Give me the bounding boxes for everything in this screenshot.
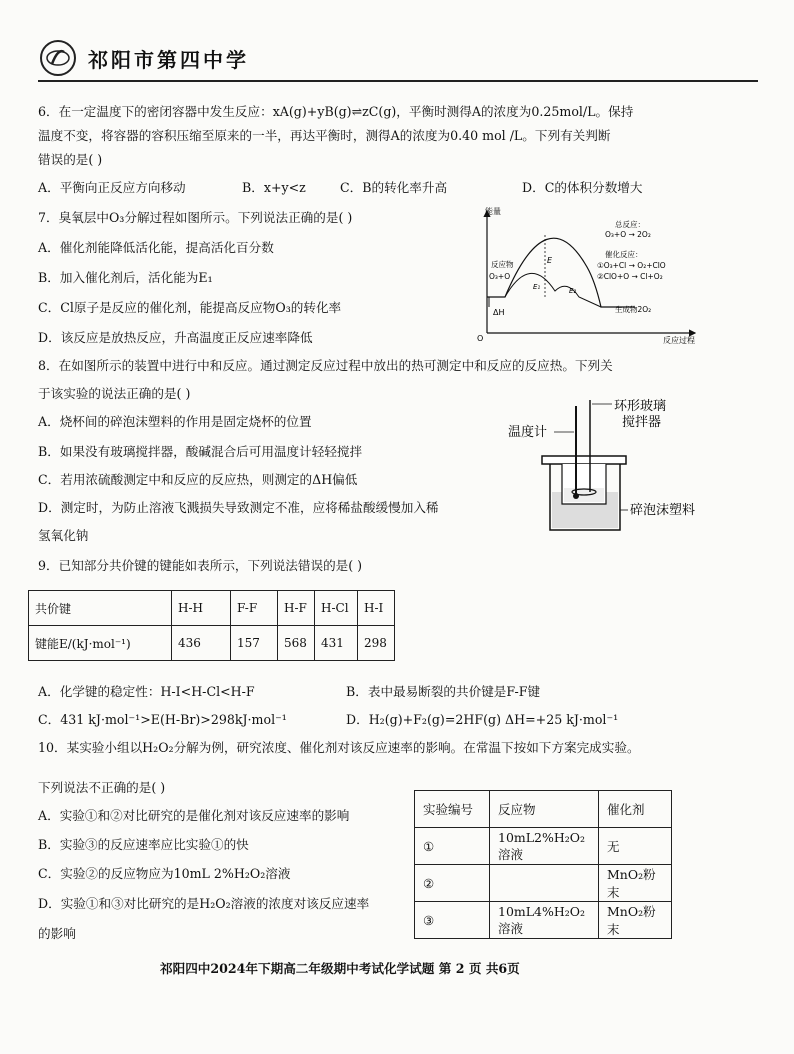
dh-label: ΔH	[493, 308, 505, 317]
table-cell: 298	[358, 626, 395, 661]
experiment-table	[414, 790, 672, 939]
y-axis-label: 能量	[485, 207, 501, 216]
q9-option-a: A．化学键的稳定性：H-I<H-Cl<H-F	[38, 684, 255, 699]
table-header-cell: 催化剂	[599, 791, 672, 828]
q6-option-b: B．x+y<z	[242, 180, 306, 195]
table-cell: 无	[599, 828, 672, 865]
table-row	[415, 828, 672, 865]
q8-option-d-line2: 氢氧化钠	[38, 528, 89, 543]
table-cell: 436	[172, 626, 231, 661]
q10-option-b: B．实验③的反应速率应比实验①的快	[38, 837, 249, 852]
school-logo	[40, 40, 76, 76]
e2-label: E₂	[569, 287, 577, 295]
q6-line3: 错误的是( )	[38, 152, 103, 167]
q7-option-a: A．催化剂能降低活化能，提高活化百分数	[38, 240, 274, 255]
q8-line1: 8．在如图所示的装置中进行中和反应。通过测定反应过程中放出的热可测定中和反应的反应热。下列关	[38, 358, 613, 373]
total-reaction-title: 总反应：	[615, 220, 645, 229]
q7-stem: 7．臭氧层中O₃分解过程如图所示。下列说法正确的是( )	[38, 210, 353, 225]
table-cell: 键能E/(kJ·mol⁻¹)	[29, 626, 172, 661]
catalysis-title: 催化反应：	[605, 250, 643, 259]
q10-prompt: 下列说法不正确的是( )	[38, 780, 166, 795]
q9-stem: 9．已知部分共价键的键能如表所示，下列说法错误的是( )	[38, 558, 363, 573]
table-cell: 157	[231, 626, 278, 661]
table-cell: H-H	[172, 591, 231, 626]
table-cell: 10mL4%H₂O₂溶液	[490, 902, 599, 939]
table-header-cell: 实验编号	[415, 791, 490, 828]
q7-option-c: C．Cl原子是反应的催化剂，能提高反应物O₃的转化率	[38, 300, 342, 315]
q8-option-d-line1: D．测定时，为防止溶液飞溅损失导致测定不准，应将稀盐酸缓慢加入稀	[38, 500, 439, 515]
q6-option-a: A．平衡向正反应方向移动	[38, 180, 186, 195]
q6-line2: 温度不变，将容器的容积压缩至原来的一半，再达平衡时，测得A的浓度为0.40 mol /L。下列有关判断	[38, 128, 611, 143]
q7-option-d: D．该反应是放热反应，升高温度正反应速率降低	[38, 330, 313, 345]
catalysis-step-1: ①O₃+Cl → O₂+ClO	[597, 261, 666, 270]
table-row	[29, 591, 395, 626]
table-cell: 568	[278, 626, 315, 661]
e-label: E	[547, 256, 553, 265]
energy-diagram	[475, 205, 700, 345]
table-cell: H-Cl	[315, 591, 358, 626]
table-row	[415, 865, 672, 902]
stirrer-label-2: 搅拌器	[622, 415, 662, 430]
reactant-formula: O₃+O	[489, 272, 511, 281]
reactant-label: 反应物	[491, 260, 514, 269]
table-cell: ③	[415, 902, 490, 939]
q6-line1: 6．在一定温度下的密闭容器中发生反应：xA(g)+yB(g)⇌zC(g)，平衡时测得A的浓度为0.25mol/L。保持	[38, 104, 634, 119]
stirrer-label-1: 环形玻璃	[614, 399, 667, 414]
q10-option-a: A．实验①和②对比研究的是催化剂对该反应速率的影响	[38, 808, 350, 823]
lid	[542, 456, 626, 464]
table-cell: H-I	[358, 591, 395, 626]
q8-line2: 于该实验的说法正确的是( )	[38, 386, 191, 401]
q10-option-d-line1: D．实验①和③对比研究的是H₂O₂溶液的浓度对该反应速率	[38, 896, 370, 911]
thermometer-label: 温度计	[508, 425, 548, 440]
total-reaction-eq: O₃+O → 2O₂	[605, 230, 651, 239]
table-row	[415, 791, 672, 828]
table-cell: MnO₂粉末	[599, 902, 672, 939]
table-cell: ①	[415, 828, 490, 865]
table-cell: ②	[415, 865, 490, 902]
table-cell: 431	[315, 626, 358, 661]
q9-option-d: D．H₂(g)+F₂(g)=2HF(g) ΔH=+25 kJ·mol⁻¹	[346, 712, 619, 727]
q8-option-a: A．烧杯间的碎泡沫塑料的作用是固定烧杯的位置	[38, 414, 312, 429]
table-cell: 10mL2%H₂O₂溶液	[490, 828, 599, 865]
product-label: 生成物2O₂	[615, 305, 652, 314]
table-cell: H-F	[278, 591, 315, 626]
q10-stem: 10．某实验小组以H₂O₂分解为例，研究浓度、催化剂对该反应速率的影响。在常温下按如下方案完成实验。	[38, 740, 640, 755]
q6-option-d: D．C的体积分数增大	[522, 180, 643, 195]
page-footer: 祁阳四中2024年下期高二年级期中考试化学试题 第 2 页 共6页	[160, 961, 520, 976]
school-name: 祁阳市第四中学	[88, 48, 249, 72]
e1-label: E₁	[533, 283, 541, 291]
catalysis-step-2: ②ClO+O → Cl+O₂	[597, 272, 663, 281]
logo-emblem-icon	[42, 42, 74, 74]
table-cell	[490, 865, 599, 902]
table-row	[29, 626, 395, 661]
table-cell: MnO₂粉末	[599, 865, 672, 902]
header-divider	[38, 80, 758, 82]
q9-option-c: C．431 kJ·mol⁻¹>E(H-Br)>298kJ·mol⁻¹	[38, 712, 287, 727]
x-axis-label: 反应过程	[663, 336, 695, 345]
q8-option-c: C．若用浓硫酸测定中和反应的反应热，则测定的ΔH偏低	[38, 472, 358, 487]
catalyzed-curve	[505, 273, 601, 307]
foam-label: 碎泡沫塑料	[630, 503, 696, 518]
table-cell: F-F	[231, 591, 278, 626]
bond-energy-table	[28, 590, 395, 661]
q7-option-b: B．加入催化剂后，活化能为E₁	[38, 270, 213, 285]
table-header-cell: 反应物	[490, 791, 599, 828]
q9-option-b: B．表中最易断裂的共价键是F-F键	[346, 684, 541, 699]
q10-option-c: C．实验②的反应物应为10mL 2%H₂O₂溶液	[38, 866, 291, 881]
origin-label: O	[477, 334, 484, 343]
q6-option-c: C．B的转化率升高	[340, 180, 448, 195]
calorimeter-diagram	[504, 392, 726, 542]
q8-option-b: B．如果没有玻璃搅拌器，酸碱混合后可用温度计轻轻搅拌	[38, 444, 363, 459]
table-row	[415, 902, 672, 939]
table-cell: 共价键	[29, 591, 172, 626]
q10-option-d-line2: 的影响	[38, 926, 76, 941]
